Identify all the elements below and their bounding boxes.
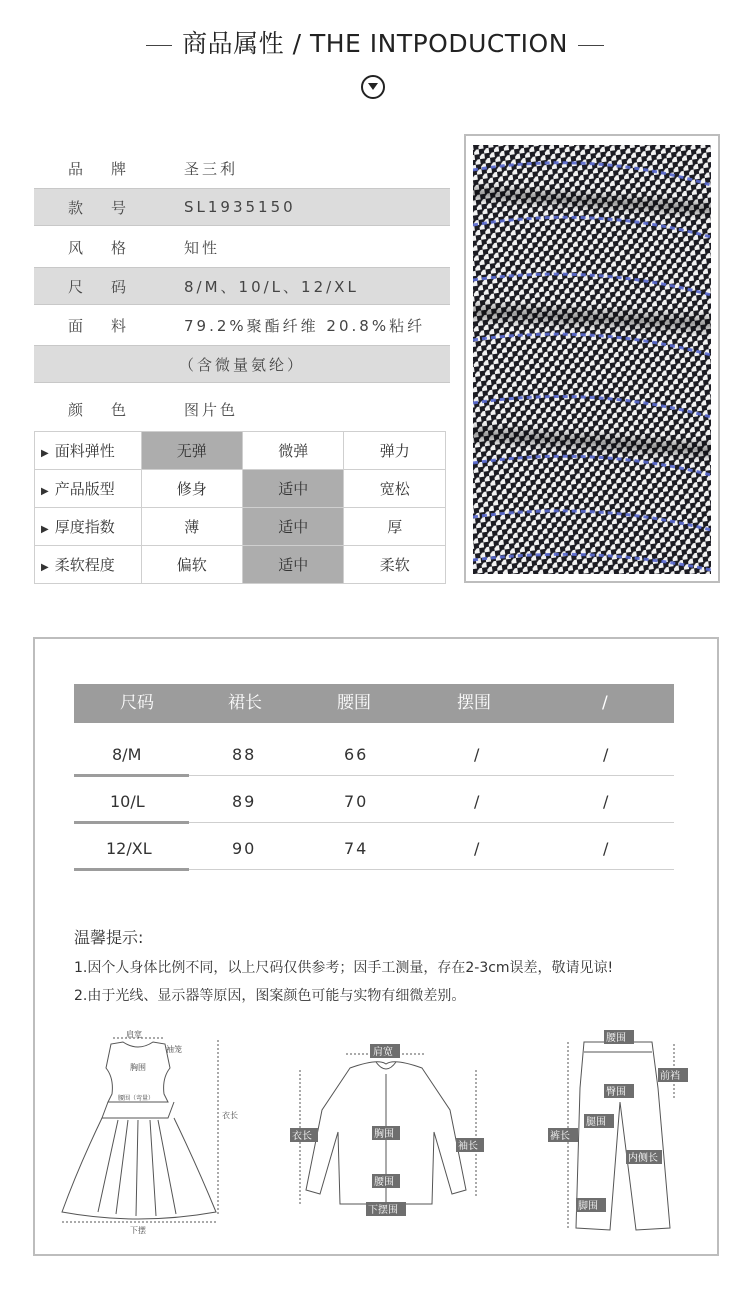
feature-option-selected: 适中 — [242, 470, 343, 508]
feature-name: ▶ 面料弹性 — [35, 432, 142, 470]
size-cell: / — [474, 792, 482, 811]
feature-name: ▶ 产品版型 — [35, 470, 142, 508]
size-cell: 90 — [232, 839, 257, 858]
title-en: THE INTPODUCTION — [309, 29, 568, 58]
triangle-right-icon: ▶ — [41, 562, 49, 573]
feature-grid — [34, 431, 446, 584]
tip-item: 2.由于光线、显示器等原因，图案颜色可能与实物有细微差别。 — [74, 988, 466, 1004]
dress-label-shoulder: 肩宽 — [126, 1030, 142, 1039]
feature-row-elasticity — [35, 432, 446, 470]
feature-option-selected: 适中 — [242, 508, 343, 546]
size-header-cell: / — [602, 693, 608, 713]
tips-title: 温馨提示: — [74, 928, 144, 947]
shirt-label-sleeve: 袖长 — [458, 1141, 478, 1152]
dress-label-waist: 腰围（弯量） — [118, 1095, 155, 1102]
feature-name: ▶ 厚度指数 — [35, 508, 142, 546]
tip-item: 1.因个人身体比例不同，以上尺码仅供参考；因手工测量，存在2-3cm误差，敬请见谅! — [74, 960, 614, 976]
feature-row-thickness — [35, 508, 446, 546]
row-underline — [74, 821, 189, 824]
size-header-cell: 摆围 — [457, 693, 491, 713]
pants-label-hip: 臀围 — [606, 1087, 626, 1098]
feature-option: 偏软 — [141, 546, 242, 584]
shirt-measurement-diagram — [290, 1040, 490, 1220]
pants-label-inseam: 内侧长 — [628, 1153, 658, 1164]
dress-label-length: 衣长 — [222, 1111, 238, 1120]
attr-row-style — [34, 228, 450, 266]
title-cn: 商品属性 — [182, 29, 285, 58]
fabric-swatch-frame — [464, 134, 720, 583]
section-title — [0, 24, 750, 60]
triangle-right-icon: ▶ — [41, 524, 49, 535]
pants-label-length: 裤长 — [550, 1131, 570, 1142]
row-underline — [74, 774, 189, 777]
feature-option-selected: 适中 — [242, 546, 343, 584]
attr-value: SL1935150 — [184, 198, 296, 216]
feature-option: 厚 — [344, 508, 446, 546]
attr-label: 风格 — [68, 238, 155, 257]
feature-name: ▶ 柔软程度 — [35, 546, 142, 584]
size-cell: 74 — [344, 839, 369, 858]
size-row — [74, 735, 674, 776]
title-dash-right — [578, 45, 604, 46]
feature-option: 薄 — [141, 508, 242, 546]
feature-option: 弹力 — [344, 432, 446, 470]
shirt-label-hem: 下摆围 — [368, 1205, 398, 1216]
feature-option-selected: 无弹 — [141, 432, 242, 470]
size-cell: 88 — [232, 745, 257, 764]
attr-row-fabric-note — [34, 345, 450, 383]
title-separator: / — [292, 29, 302, 58]
triangle-right-icon: ▶ — [41, 448, 49, 459]
dress-label-sleeve: 袖笼 — [166, 1045, 182, 1054]
attr-label: 颜色 — [68, 400, 155, 419]
attr-label: 品牌 — [68, 159, 155, 178]
size-table-header — [74, 684, 674, 723]
chevron-down-circle-icon — [361, 75, 385, 99]
size-cell: / — [603, 839, 611, 858]
attr-value: 圣三利 — [184, 159, 239, 178]
attr-label: 面料 — [68, 316, 155, 335]
row-underline — [74, 868, 189, 871]
triangle-right-icon: ▶ — [41, 486, 49, 497]
size-cell: / — [474, 839, 482, 858]
shirt-label-length: 衣长 — [292, 1131, 312, 1142]
attr-row-style-number — [34, 188, 450, 226]
attr-label: 尺码 — [68, 277, 155, 296]
feature-row-fit — [35, 470, 446, 508]
attr-value: 8/M、10/L、12/XL — [184, 277, 359, 296]
size-cell: 70 — [344, 792, 369, 811]
shirt-label-chest: 胸围 — [374, 1129, 394, 1140]
pants-label-waist: 腰围 — [606, 1033, 626, 1044]
size-row — [74, 782, 674, 823]
size-cell: / — [474, 745, 482, 764]
attr-value: （含微量氨纶） — [178, 355, 305, 374]
pants-label-rise: 前裆 — [660, 1071, 680, 1082]
attr-label: 款号 — [68, 198, 155, 217]
pants-measurement-diagram — [548, 1028, 688, 1238]
attr-row-brand — [34, 149, 450, 187]
size-cell: 10/L — [110, 792, 145, 811]
feature-option: 修身 — [141, 470, 242, 508]
feature-option: 柔软 — [344, 546, 446, 584]
size-header-cell: 裙长 — [228, 693, 262, 713]
attr-value: 知性 — [184, 238, 221, 257]
size-header-cell: 尺码 — [120, 693, 154, 713]
size-cell: 89 — [232, 792, 257, 811]
attr-row-size — [34, 267, 450, 305]
dress-measurement-diagram — [58, 1028, 238, 1240]
feature-option: 微弹 — [242, 432, 343, 470]
title-dash-left — [146, 45, 172, 46]
attr-value: 79.2%聚酯纤维 20.8%粘纤 — [184, 316, 426, 335]
size-cell: 66 — [344, 745, 369, 764]
attr-value: 图片色 — [184, 400, 239, 419]
feature-option: 宽松 — [344, 470, 446, 508]
feature-row-softness — [35, 546, 446, 584]
fabric-swatch-image — [473, 145, 711, 574]
size-cell: 12/XL — [106, 839, 152, 858]
dress-label-chest: 胸围 — [130, 1063, 146, 1072]
shirt-label-shoulder: 肩宽 — [373, 1047, 393, 1058]
shirt-label-waist: 腰围 — [374, 1177, 394, 1188]
attr-row-fabric — [34, 306, 450, 344]
size-cell: / — [603, 745, 611, 764]
size-cell: / — [603, 792, 611, 811]
dress-label-hem: 下摆 — [130, 1226, 146, 1235]
pants-label-foot: 脚围 — [578, 1201, 598, 1212]
pants-label-thigh: 腿围 — [586, 1117, 606, 1128]
attr-row-color — [34, 390, 450, 428]
size-header-cell: 腰围 — [337, 693, 371, 713]
size-row — [74, 829, 674, 870]
size-cell: 8/M — [112, 745, 142, 764]
